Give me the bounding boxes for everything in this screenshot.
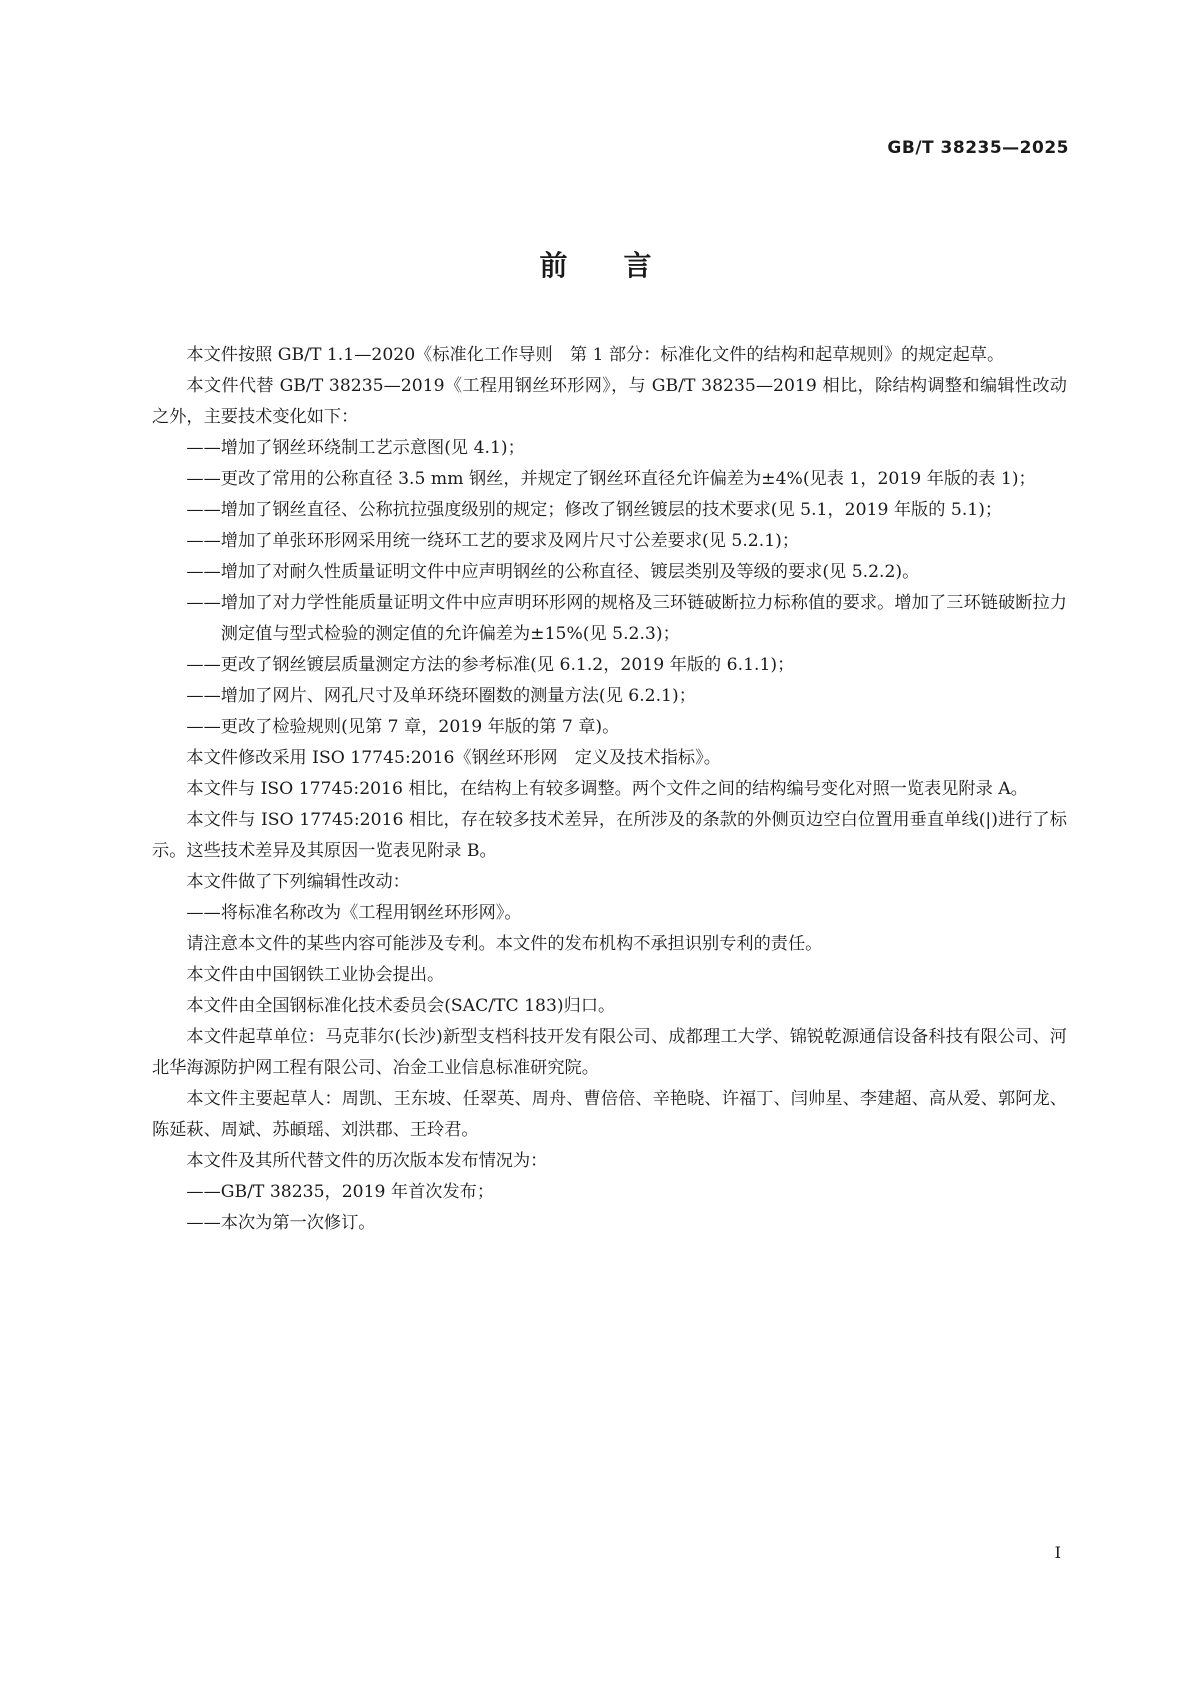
list-item: ——增加了钢丝直径、公称抗拉强度级别的规定；修改了钢丝镀层的技术要求(见 5.1，2019 年版的 5.1)； [186,500,1003,520]
list-item: ——增加了钢丝环绕制工艺示意图(见 4.1)； [186,438,525,458]
standard-number: GB/T 38235—2025 [887,138,1069,158]
list-item: ——增加了网片、网孔尺寸及单环绕环圈数的测量方法(见 6.2.1)； [186,686,696,706]
list-item: ——增加了对耐久性质量证明文件中应声明钢丝的公称直径、镀层类别及等级的要求(见 5.2.2)。 [186,562,920,582]
list-item: ——本次为第一次修订。 [186,1213,376,1233]
list-item: ——将标准名称改为《工程用钢丝环形网》。 [186,903,522,923]
paragraph: 本文件及其所代替文件的历次版本发布情况为： [186,1151,548,1171]
paragraph: 本文件由全国钢标准化技术委员会(SAC/TC 183)归口。 [186,996,616,1016]
paragraph: 请注意本文件的某些内容可能涉及专利。本文件的发布机构不承担识别专利的责任。 [186,934,823,954]
list-item: ——增加了单张环形网采用统一绕环工艺的要求及网片尺寸公差要求(见 5.2.1)； [186,531,800,551]
page-title: 前言 [539,249,708,282]
list-item: ——更改了检验规则(见第 7 章，2019 年版的第 7 章)。 [186,717,620,737]
list-item: ——更改了钢丝镀层质量测定方法的参考标准(见 6.1.2，2019 年版的 6.1.1)； [186,655,795,675]
paragraph: 本文件修改采用 ISO 17745:2016《钢丝环形网 定义及技术指标》。 [186,748,721,768]
foreword-body [152,340,1067,1239]
paragraph: 本文件按照 GB/T 1.1—2020《标准化工作导则 第 1 部分：标准化文件的结构和起草规则》的规定起草。 [186,345,1005,365]
list-item: ——更改了常用的公称直径 3.5 mm 钢丝，并规定了钢丝环直径允许偏差为±4%(见表 1，2019 年版的表 1)； [186,469,1036,489]
paragraph: 本文件起草单位：马克菲尔(长沙)新型支档科技开发有限公司、成都理工大学、锦锐乾源通信设备科技有限公司、河北华海源防护网工程有限公司、冶金工业信息标准研究院。 [152,1027,1067,1078]
page-number: I [1054,1543,1061,1562]
paragraph: 本文件主要起草人：周凯、王东坡、任翠英、周舟、曹倍倍、辛艳晓、许福丁、闫帅星、李建超、高从爱、郭阿龙、陈延萩、周斌、苏頔瑶、刘洪郡、王玲君。 [152,1089,1067,1140]
paragraph: 本文件做了下列编辑性改动： [186,872,410,892]
paragraph: 本文件由中国钢铁工业协会提出。 [186,965,445,985]
list-item: ——增加了对力学性能质量证明文件中应声明环形网的规格及三环链破断拉力标称值的要求。增加了三环链破断拉力测定值与型式检验的测定值的允许偏差为±15%(见 5.2.3)； [186,593,1067,644]
paragraph: 本文件与 ISO 17745:2016 相比，在结构上有较多调整。两个文件之间的结构编号变化对照一览表见附录 A。 [186,779,1028,799]
list-item: ——GB/T 38235，2019 年首次发布； [186,1182,495,1202]
paragraph: 本文件代替 GB/T 38235—2019《工程用钢丝环形网》，与 GB/T 38235—2019 相比，除结构调整和编辑性改动之外，主要技术变化如下： [152,376,1067,427]
paragraph: 本文件与 ISO 17745:2016 相比，存在较多技术差异，在所涉及的条款的外侧页边空白位置用垂直单线(|)进行了标示。这些技术差异及其原因一览表见附录 B。 [152,810,1067,861]
